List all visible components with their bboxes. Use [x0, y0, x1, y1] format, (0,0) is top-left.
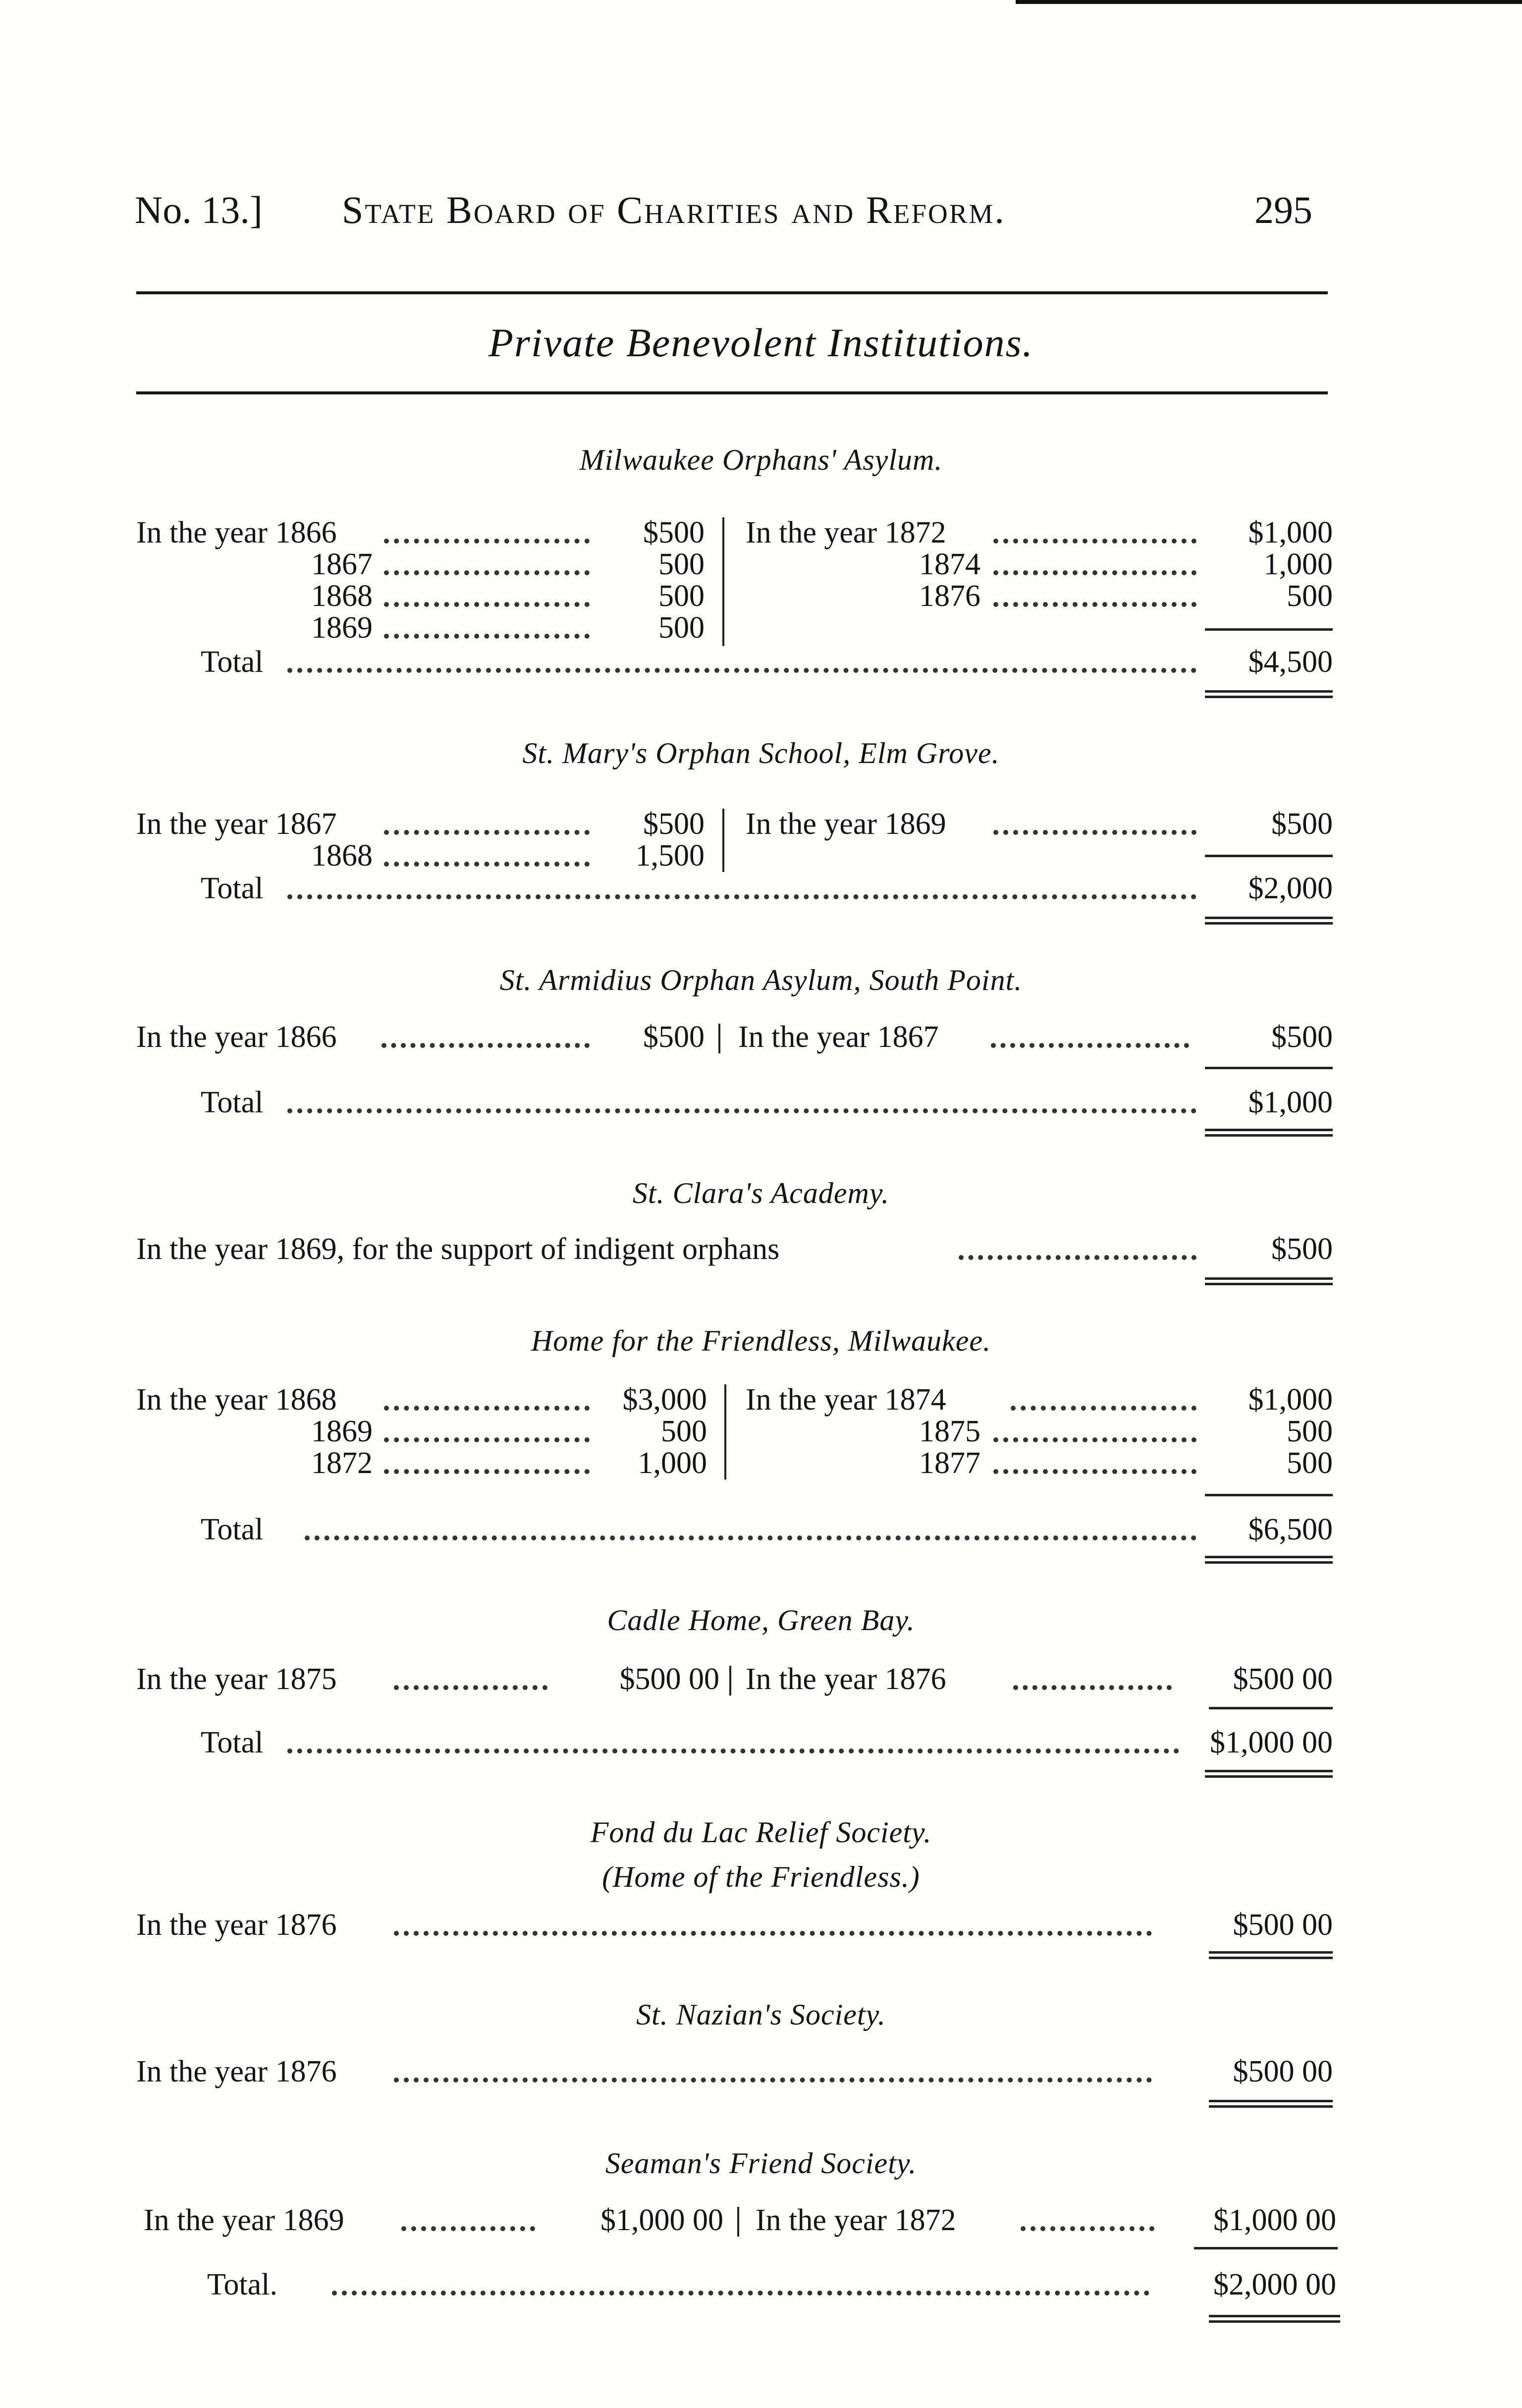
total-double-rule: [1205, 917, 1333, 925]
leader-dots: [993, 830, 1196, 835]
milwaukee-right-amount-0: $1,000: [1248, 516, 1333, 549]
milwaukee-total-label: Total: [201, 645, 264, 679]
leader-dots: [305, 1535, 1196, 1540]
friendless-right-amount-0: $1,000: [1248, 1383, 1333, 1417]
leader-dots: [1021, 2226, 1154, 2231]
stmary-right-label-0: In the year 1869: [746, 807, 946, 841]
header-rule: [136, 291, 1328, 294]
milwaukee-left-amount-0: $500: [643, 516, 705, 549]
seaman-total: $2,000 00: [1213, 2268, 1336, 2301]
friendless-left-label-2: 1872: [311, 1446, 373, 1480]
column-divider: [722, 809, 724, 872]
seaman-left-label: In the year 1869: [144, 2203, 344, 2237]
milwaukee-right-label-0: In the year 1872: [746, 516, 946, 549]
leader-dots: [384, 634, 590, 639]
armidius-total: $1,000: [1248, 1086, 1333, 1119]
column-divider: [729, 1666, 731, 1696]
leader-dots: [381, 1043, 590, 1048]
fonddulac-label: In the year 1876: [136, 1908, 337, 1942]
fonddulac-amount: $500 00: [1233, 1908, 1333, 1942]
milwaukee-total: $4,500: [1248, 645, 1333, 679]
cadle-total-label: Total: [201, 1726, 264, 1759]
stmary-total: $2,000: [1248, 872, 1333, 905]
stmary-heading: St. Mary's Orphan School, Elm Grove.: [522, 737, 1000, 769]
running-title: State Board of Charities and Reform.: [342, 188, 1006, 231]
section-title: Private Benevolent Institutions.: [488, 320, 1034, 365]
leader-dots: [993, 1437, 1196, 1442]
total-double-rule: [1205, 1770, 1333, 1778]
fonddulac-subheading: (Home of the Friendless.): [602, 1861, 920, 1893]
leader-dots: [1011, 1406, 1196, 1411]
leader-dots: [384, 1469, 590, 1474]
leader-dots: [401, 2226, 535, 2231]
leader-dots: [384, 1437, 590, 1442]
friendless-right-amount-1: 500: [1287, 1415, 1333, 1448]
stmary-left-amount-0: $500: [643, 807, 705, 841]
leader-dots: [991, 1043, 1189, 1048]
leader-dots: [394, 2078, 1152, 2082]
section-rule: [136, 391, 1328, 394]
friendless-left-amount-0: $3,000: [622, 1383, 707, 1417]
friendless-left-label-0: In the year 1868: [136, 1383, 337, 1417]
subtotal-rule: [1194, 2247, 1338, 2249]
column-divider: [724, 1384, 726, 1479]
milwaukee-right-label-2: 1876: [919, 579, 980, 613]
clara-heading: St. Clara's Academy.: [632, 1177, 890, 1209]
leader-dots: [287, 1108, 1196, 1113]
total-double-rule: [1209, 1951, 1333, 1959]
stmary-right-amount-0: $500: [1271, 807, 1333, 841]
armidius-left-label: In the year 1866: [136, 1020, 337, 1054]
column-divider: [718, 1024, 720, 1053]
armidius-right-label: In the year 1867: [738, 1020, 939, 1054]
clara-label: In the year 1869, for the support of indigent orphans: [136, 1232, 780, 1266]
milwaukee-right-label-1: 1874: [919, 547, 980, 581]
cadle-right-label: In the year 1876: [746, 1662, 946, 1696]
milwaukee-right-amount-2: 500: [1287, 579, 1333, 613]
leader-dots: [993, 1469, 1196, 1474]
top-edge-rule: [1016, 0, 1522, 4]
seaman-left-amount: $1,000 00: [600, 2203, 723, 2237]
friendless-left-amount-2: 1,000: [638, 1446, 707, 1480]
fonddulac-heading: Fond du Lac Relief Society.: [590, 1816, 932, 1849]
leader-dots: [384, 602, 590, 607]
leader-dots: [993, 602, 1196, 607]
stmary-left-label-0: In the year 1867: [136, 807, 337, 841]
total-double-rule: [1205, 1129, 1333, 1137]
armidius-right-amount: $500: [1271, 1020, 1333, 1054]
armidius-heading: St. Armidius Orphan Asylum, South Point.: [499, 964, 1023, 996]
subtotal-rule: [1205, 1067, 1333, 1069]
leader-dots: [394, 1931, 1152, 1936]
clara-amount: $500: [1271, 1232, 1333, 1266]
subtotal-rule: [1205, 855, 1333, 857]
nazian-heading: St. Nazian's Society.: [636, 1998, 886, 2031]
seaman-heading: Seaman's Friend Society.: [605, 2147, 917, 2180]
friendless-right-amount-2: 500: [1287, 1446, 1333, 1480]
stmary-total-label: Total: [201, 872, 264, 905]
cadle-right-amount: $500 00: [1233, 1662, 1333, 1696]
cadle-left-label: In the year 1875: [136, 1662, 337, 1696]
column-divider: [737, 2207, 739, 2237]
friendless-right-label-2: 1877: [919, 1446, 980, 1480]
leader-dots: [287, 668, 1196, 673]
cadle-left-amount: $500 00: [619, 1662, 719, 1696]
leader-dots: [384, 862, 590, 867]
subtotal-rule: [1209, 1707, 1333, 1709]
total-double-rule: [1209, 2315, 1340, 2323]
total-double-rule: [1205, 690, 1333, 698]
document-number: No. 13.]: [135, 188, 263, 231]
milwaukee-left-label-1: 1867: [311, 547, 373, 581]
cadle-heading: Cadle Home, Green Bay.: [607, 1604, 915, 1637]
milwaukee-heading: Milwaukee Orphans' Asylum.: [579, 443, 943, 476]
stmary-left-amount-1: 1,500: [635, 839, 705, 873]
leader-dots: [287, 894, 1196, 899]
leader-dots: [394, 1685, 547, 1690]
seaman-right-amount: $1,000 00: [1213, 2203, 1336, 2237]
friendless-total: $6,500: [1248, 1513, 1333, 1546]
column-divider: [722, 517, 724, 646]
leader-dots: [993, 539, 1196, 544]
leader-dots: [1013, 1685, 1172, 1690]
friendless-heading: Home for the Friendless, Milwaukee.: [531, 1324, 991, 1357]
seaman-right-label: In the year 1872: [756, 2203, 956, 2237]
milwaukee-left-label-0: In the year 1866: [136, 516, 337, 549]
leader-dots: [959, 1255, 1196, 1260]
nazian-amount: $500 00: [1233, 2055, 1333, 2088]
friendless-right-label-1: 1875: [919, 1415, 980, 1448]
milwaukee-left-label-3: 1869: [311, 611, 373, 645]
milwaukee-left-amount-3: 500: [658, 611, 705, 645]
total-double-rule: [1209, 2100, 1333, 2108]
leader-dots: [384, 1406, 590, 1411]
seaman-total-label: Total.: [207, 2268, 278, 2301]
leader-dots: [287, 1749, 1179, 1753]
milwaukee-left-label-2: 1868: [311, 579, 373, 613]
friendless-left-amount-1: 500: [661, 1415, 707, 1448]
leader-dots: [384, 570, 590, 575]
total-double-rule: [1205, 1277, 1333, 1285]
leader-dots: [384, 830, 590, 835]
friendless-total-label: Total: [201, 1513, 264, 1546]
milwaukee-left-amount-1: 500: [658, 547, 705, 581]
nazian-label: In the year 1876: [136, 2055, 337, 2088]
milwaukee-left-amount-2: 500: [658, 579, 705, 613]
total-double-rule: [1205, 1556, 1333, 1564]
page-number: 295: [1254, 188, 1312, 231]
friendless-right-label-0: In the year 1874: [746, 1383, 946, 1417]
milwaukee-right-amount-1: 1,000: [1263, 547, 1333, 581]
subtotal-rule: [1205, 1494, 1333, 1496]
cadle-total: $1,000 00: [1210, 1726, 1333, 1759]
subtotal-rule: [1205, 628, 1333, 631]
stmary-left-label-1: 1868: [311, 839, 373, 873]
leader-dots: [384, 539, 590, 544]
armidius-total-label: Total: [201, 1086, 264, 1119]
friendless-left-label-1: 1869: [311, 1415, 373, 1448]
armidius-left-amount: $500: [643, 1020, 705, 1054]
leader-dots: [332, 2291, 1149, 2296]
leader-dots: [993, 570, 1196, 575]
